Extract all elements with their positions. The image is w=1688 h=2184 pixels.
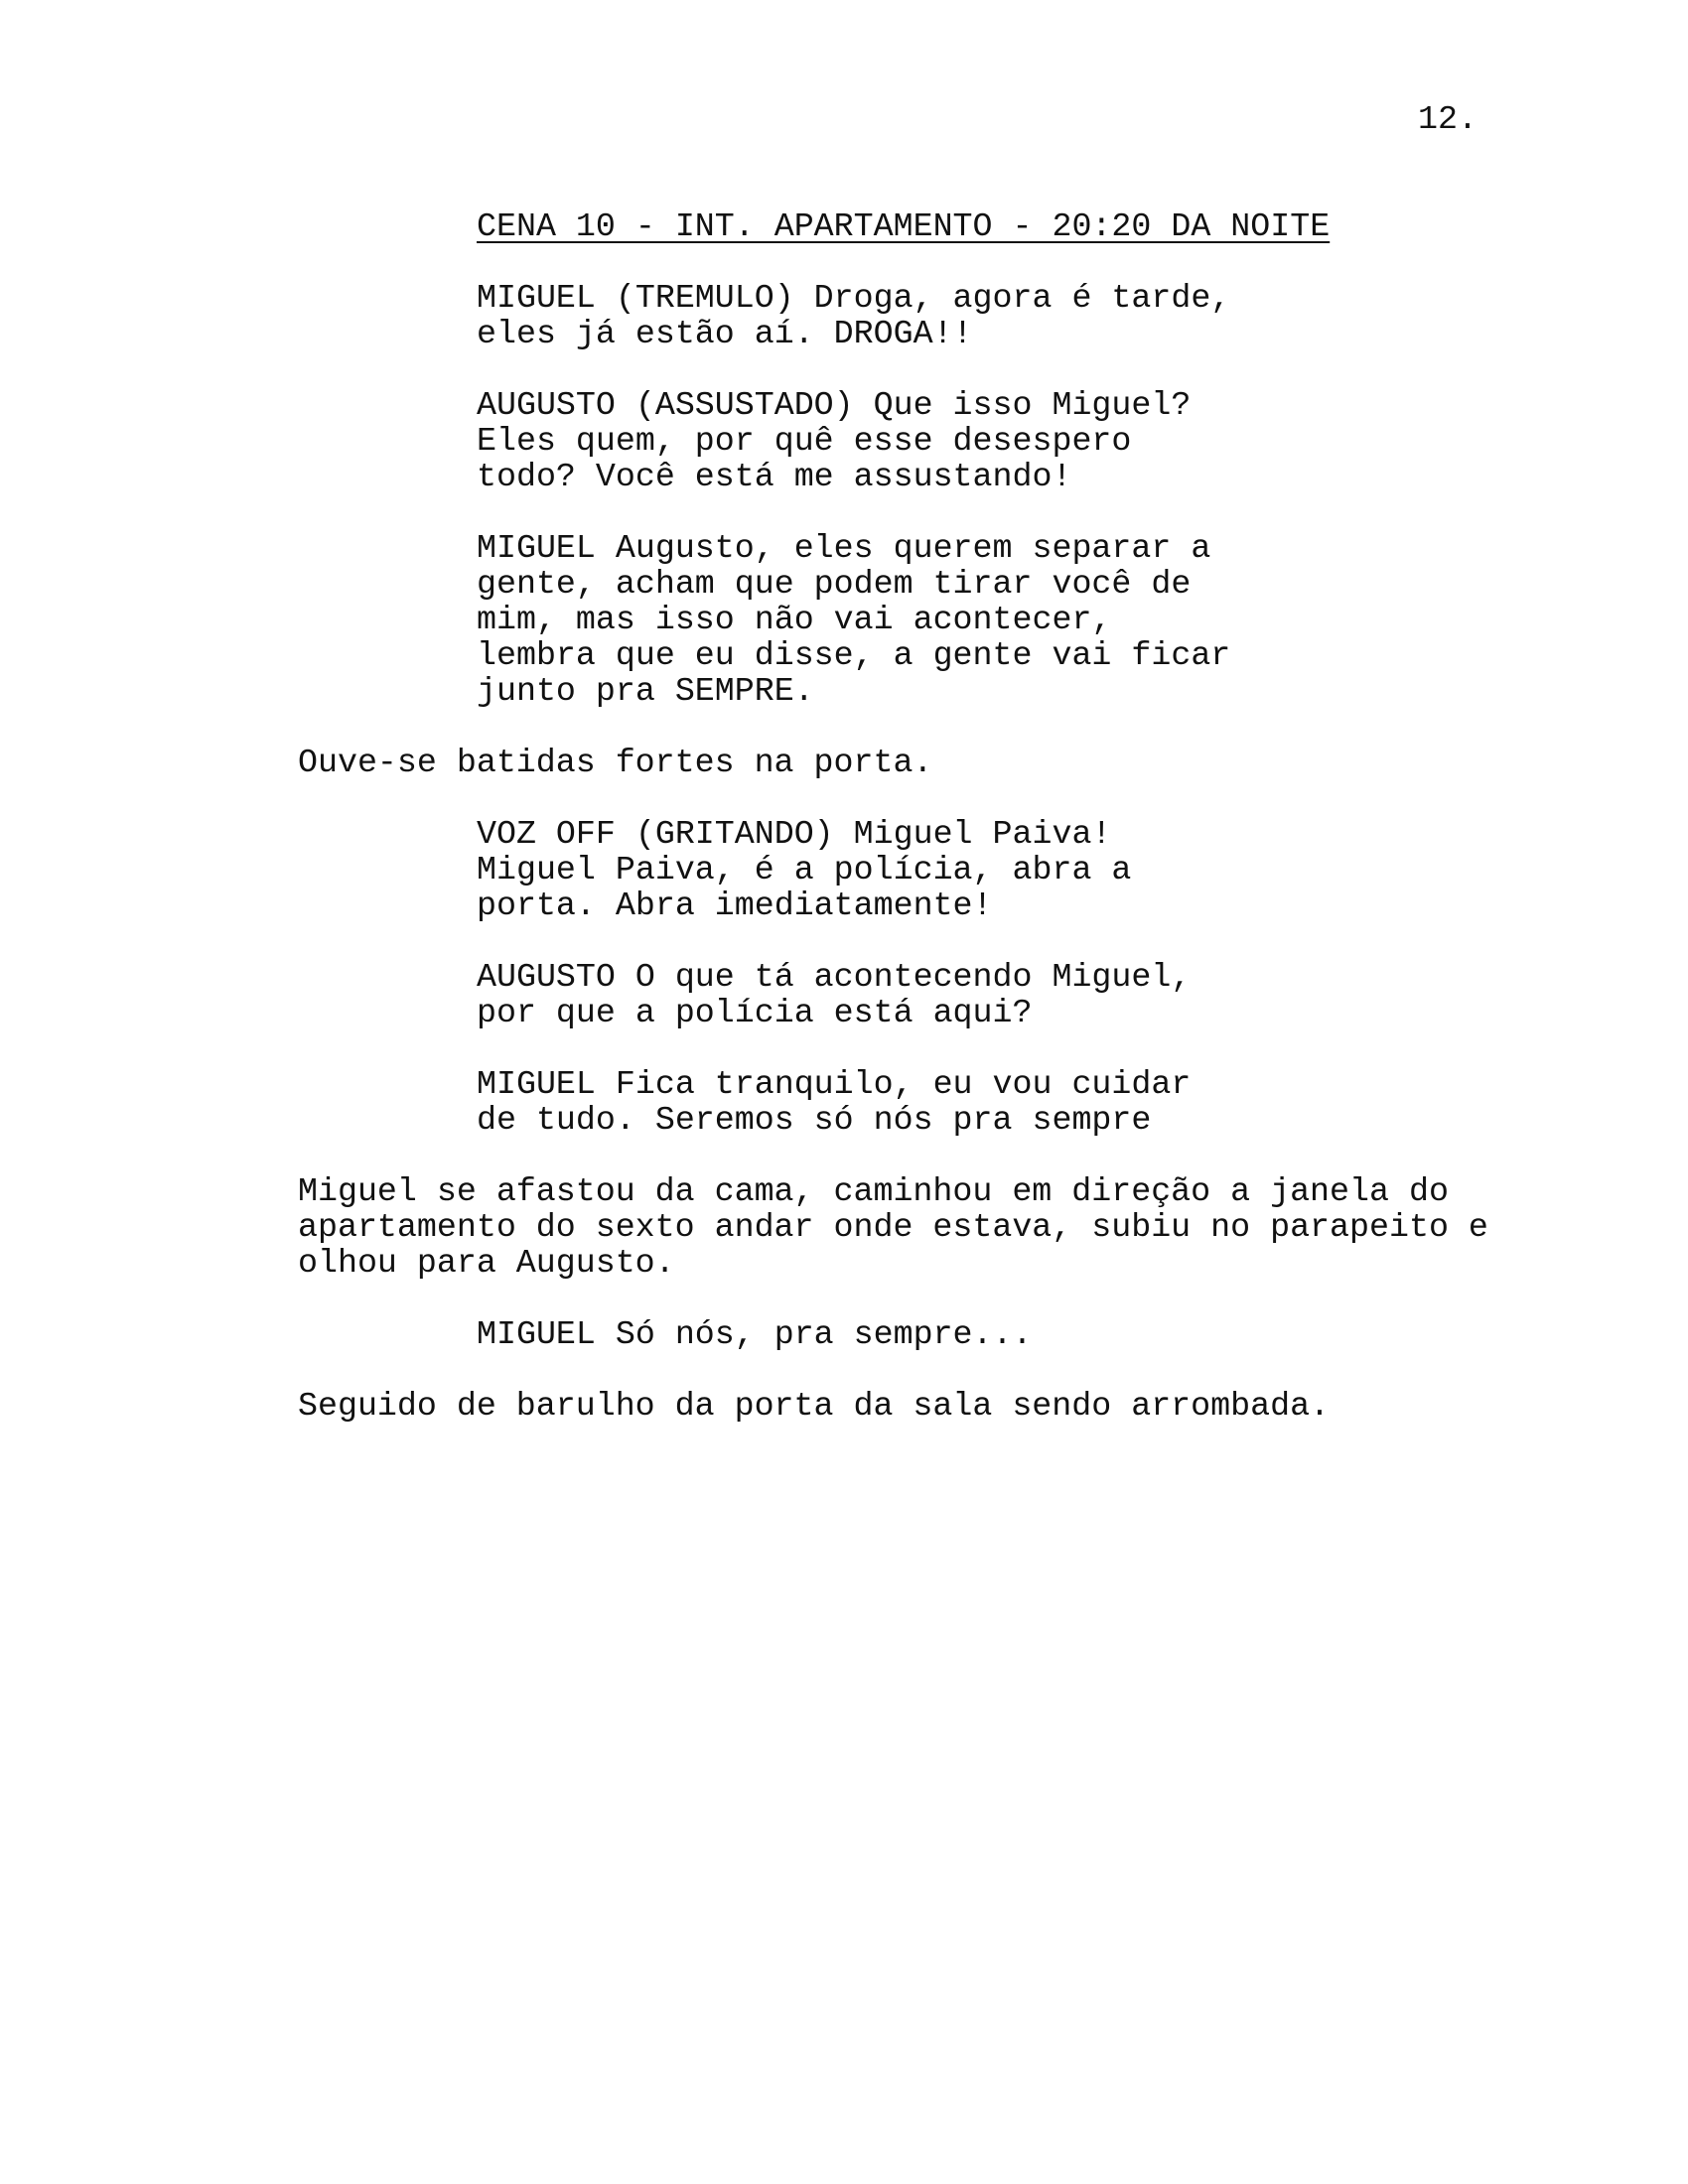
action-knocking: Ouve-se batidas fortes na porta. [298, 744, 933, 781]
scene-heading: CENA 10 - INT. APARTAMENTO - 20:20 DA NOITE [477, 207, 1331, 245]
page-number: 12. [1418, 100, 1477, 138]
dialogue-miguel-4: MIGUEL Só nós, pra sempre... [477, 1315, 1033, 1353]
dialogue-miguel-3: MIGUEL Fica tranquilo, eu vou cuidar de tudo. Seremos só nós pra sempre [477, 1065, 1192, 1139]
action-window: Miguel se afastou da cama, caminhou em direção a janela do apartamento do sexto andar onde estava, subiu no parapeito e olhou para Augusto. [298, 1172, 1488, 1282]
dialogue-augusto-1: AUGUSTO (ASSUSTADO) Que isso Miguel? Eles quem, por quê esse desespero todo? Você está me assustando! [477, 386, 1192, 495]
dialogue-augusto-2: AUGUSTO O que tá acontecendo Miguel, por que a polícia está aqui? [477, 958, 1192, 1031]
dialogue-voz-off: VOZ OFF (GRITANDO) Miguel Paiva! Miguel Paiva, é a polícia, abra a porta. Abra imediatamente! [477, 815, 1132, 924]
action-door-broken: Seguido de barulho da porta da sala sendo arrombada. [298, 1387, 1331, 1425]
dialogue-miguel-1: MIGUEL (TREMULO) Droga, agora é tarde, eles já estão aí. DROGA!! [477, 279, 1231, 352]
dialogue-miguel-2: MIGUEL Augusto, eles querem separar a gente, acham que podem tirar você de mim, mas isso não vai acontecer, lembra que eu disse, a gente vai ficar junto pra SEMPRE. [477, 529, 1231, 710]
